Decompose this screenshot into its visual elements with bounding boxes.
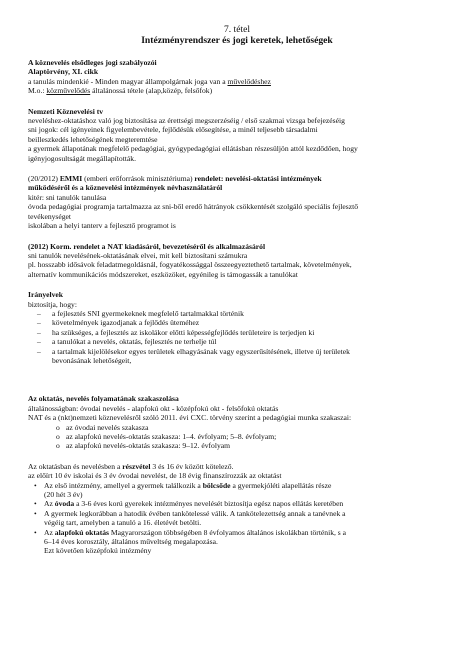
text: Az — [44, 527, 55, 537]
section-stages — [28, 394, 446, 450]
section-nat-decree — [28, 242, 446, 280]
text: 6–14 éves korosztály, általános műveltség megalapozása. — [44, 537, 218, 547]
list-item — [28, 528, 446, 556]
text: a 3-6 éves korú gyerekek intézményes nevelését biztosítja egész napos ellátás keretében — [74, 499, 344, 509]
text: bölcsőde — [202, 480, 231, 490]
list-item: – követelmények igazodjanak a fejlődés üteméhez — [28, 318, 446, 327]
list-item — [28, 509, 446, 528]
list-item — [28, 481, 446, 500]
topic-number: 7. tétel — [223, 24, 251, 35]
list-item: o az alapfokú nevelés-oktatás szakasza: 1–4. évfolyam; 5–8. évfolyam; — [28, 432, 446, 441]
page-title: Intézményrendszer és jogi keretek, lehetőségek — [141, 35, 333, 46]
text-line: iskolában a helyi tanterv a fejlesztő programot is — [28, 221, 176, 231]
institution-list — [28, 481, 446, 556]
text-line — [28, 77, 446, 86]
text: végéig tart, amelyben a tanuló a 16. életévét betölti. — [44, 518, 202, 528]
list-item: – a tartalmak kijelölésekor egyes területek elhagyásának vagy egyszerűsítésének, illetve új területek — [28, 347, 446, 356]
text: 3 és 16 év között kötelező. — [150, 461, 234, 471]
text-line: pl. hosszabb idősávok feladatmegoldásnál, fogyatékossággal összeegyeztethető tartalmak, követelmények, — [28, 260, 352, 270]
text-line: óvoda pedagógiai programja tartalmazza az sni-ből eredő hátrányok csökkentését szolgáló speciális fejlesztő — [28, 202, 358, 212]
text-line: biztosítja, hogy: — [28, 299, 77, 309]
text-line: neveléshez-oktatáshoz való jog biztosítása az érettségi megszerzéséig / első szakmai vizsga befejezéséig — [28, 116, 345, 126]
section-heading: Az oktatás, nevelés folyamatának szakaszolása — [28, 394, 179, 404]
section-guidelines — [28, 290, 446, 365]
list-item: – ha szükséges, a fejlesztés az iskolákor előtti képességfejlődés területeire is terjedjen ki — [28, 328, 446, 337]
section-legal-regulators — [28, 58, 446, 96]
document-page — [0, 24, 474, 656]
text: a tanulás mindenkié - Minden magyar állampolgárnak joga van a — [28, 76, 228, 86]
stage-list — [28, 423, 446, 451]
section-subheading: Alaptörvény, XI. cikk — [28, 67, 99, 77]
section-heading: Irányelvek — [28, 290, 64, 300]
text-line: általánosságban: óvodai nevelés - alapfokú okt - középfokú okt - felsőfokú oktatás — [28, 403, 279, 413]
text: (emberi erőforrások minisztériuma) — [82, 174, 195, 184]
text-line: igényjogosultságát megállapították. — [28, 153, 136, 163]
list-item: o az óvodai nevelés szakasza — [28, 423, 446, 432]
section-participation — [28, 462, 446, 556]
section-heading: A köznevelés elsődleges jogi szabályozói — [28, 58, 157, 67]
guideline-list — [28, 309, 446, 356]
text-line: alternatív kommunikációs módszereket, eszközöket, egyénileg is támogassák a tanulókat — [28, 269, 298, 279]
text: EMMI — [59, 174, 83, 184]
text-line: NAT és a (nkt)nemzeti köznevelésről szóló 2011. évi CXC. törvény szerint a pedagógiai munka szakaszai: — [28, 413, 352, 423]
text-line — [28, 462, 446, 471]
spacer — [28, 376, 446, 394]
section-emmi-decree — [28, 174, 446, 230]
text: M.o.: — [28, 86, 47, 96]
text: (20 hét 3 év) — [44, 490, 83, 500]
section-nkt — [28, 107, 446, 163]
text-line: kitér: sni tanulók tanulása — [28, 192, 107, 202]
text-line: beilleszkedés lehetőségének megteremtése — [28, 134, 158, 144]
text: a gyermekjóléti alapellátás része — [230, 480, 332, 490]
list-item: – a tanulókat a nevelés, oktatás, fejlesztés ne terhelje túl — [28, 337, 446, 346]
text: rendelet: nevelési-oktatási intézmények — [194, 174, 322, 184]
text: Az oktatásban és nevelésben a — [28, 461, 123, 471]
text-line: sni tanulók nevelésének-oktatásának elvei, mit kell biztosítani számukra — [28, 250, 248, 260]
list-item: – a fejlesztés SNI gyermekeknek megfelelő tartalmakkal történik — [28, 309, 446, 318]
text: Magyarországon többségében 8 évfolyamos általános iskolákban történik, s a — [109, 527, 347, 537]
link-muvelodes[interactable]: művelődéshez — [227, 76, 271, 86]
list-item-cont: bevonásának lehetőségeit, — [52, 355, 132, 365]
text: (20/2012) — [28, 174, 60, 184]
text: óvoda — [54, 499, 75, 509]
text: A gyermek legkorábban a hatodik évében tankötelessé válik. A tankötelezettség annak a tanévnek a — [44, 508, 346, 518]
text: Az — [44, 499, 55, 509]
section-heading: (2012) Korm. rendelet a NAT kiadásáról, bevezetéséről és alkalmazásáról — [28, 241, 266, 251]
text: Az első intézmény, amellyel a gyermek találkozik a — [44, 480, 203, 490]
section-heading: Nemzeti Köznevelési tv — [28, 106, 104, 116]
text: általánossá tétele (alap,közép, felsőfok) — [90, 86, 213, 96]
text: részvétel — [122, 461, 151, 471]
text: alapfokú oktatás — [54, 527, 109, 537]
text: Ezt követően középfokú intézmény — [44, 546, 152, 556]
section-heading-cont: működéséről és a köznevelési intézmények névhasználatáról — [28, 183, 223, 193]
text-line: az előírt 10 év iskolai és 3 év óvodai nevelést, de 18 évig finanszírozzák az oktatást — [28, 471, 282, 481]
link-kozmuvelodes[interactable]: közművelődés — [46, 86, 91, 96]
list-item — [28, 499, 446, 508]
text-line: sni jogok: cél igényeinek figyelembevétele, fejlődésük elősegítése, a minél teljesebb társadalmi — [28, 125, 318, 135]
text-line: a gyermek állapotának megfelelő pedagógiai, gyógypedagógiai ellátásban részesüljön attól kezdődően, hogy — [28, 144, 358, 154]
list-item: o az alapfokú nevelés-oktatás szakasza: 9–12. évfolyam — [28, 441, 446, 450]
text-line: tevékenységet — [28, 211, 72, 221]
section-heading — [28, 174, 446, 183]
text-line — [28, 86, 446, 95]
